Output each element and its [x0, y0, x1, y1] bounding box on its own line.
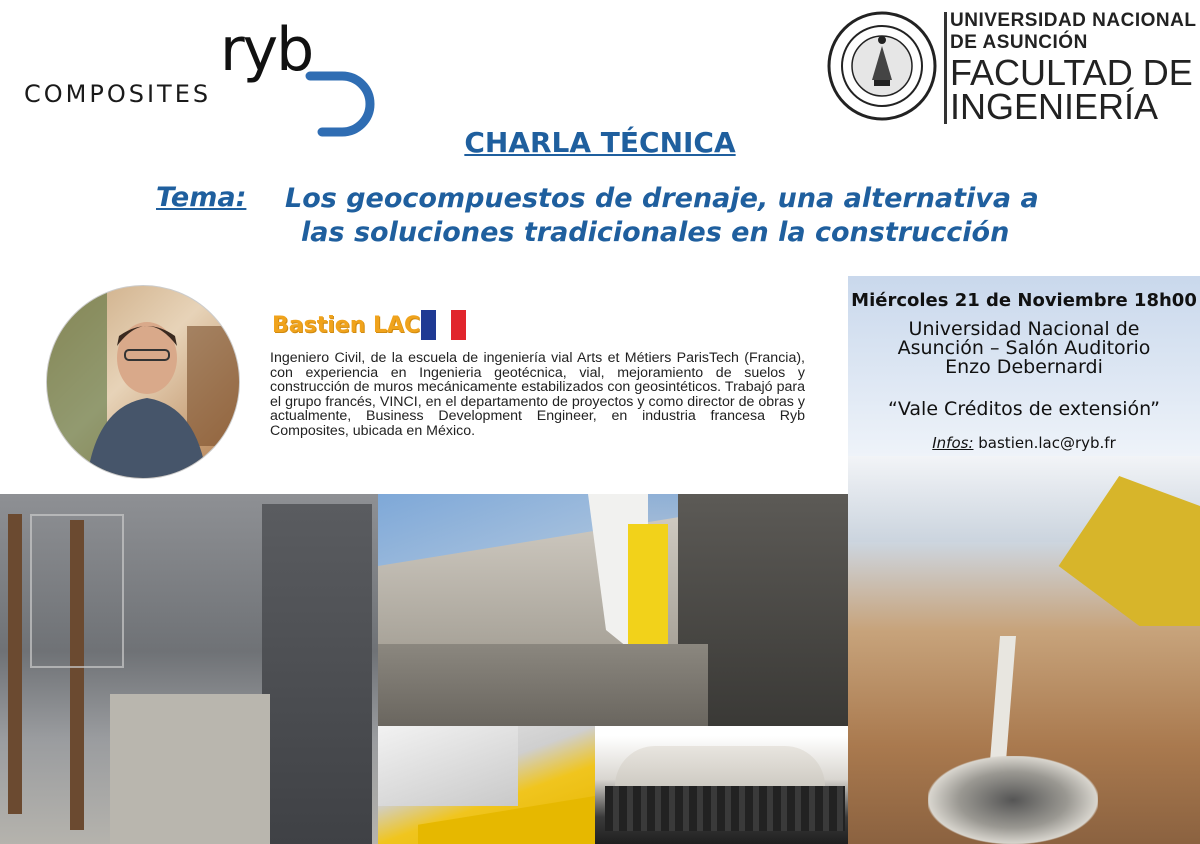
contact-email[interactable]: bastien.lac@ryb.fr — [978, 434, 1116, 452]
event-venue-line2: Asunción – Salón Auditorio — [897, 337, 1151, 359]
una-logo-line2: DE ASUNCIÓN — [950, 32, 1088, 53]
flag-stripe-blue — [421, 310, 436, 340]
flag-stripe-white — [436, 310, 451, 340]
photo-excavator-trench — [848, 456, 1200, 844]
una-logo-line3: FACULTAD DE — [950, 52, 1193, 93]
event-contact — [848, 434, 1200, 452]
ryb-logo-tagline: COMPOSITES — [24, 80, 212, 108]
photo-basement-wall-drainage — [0, 494, 378, 844]
tema-label: Tema: — [156, 182, 247, 213]
event-venue — [848, 320, 1200, 377]
event-venue-line1: Universidad Nacional de — [908, 318, 1140, 340]
ryb-logo-word: ryb — [220, 15, 313, 85]
una-logo-line4: INGENIERÍA — [950, 86, 1159, 127]
event-credits: “Vale Créditos de extensión” — [888, 398, 1160, 420]
speaker-name: Bastien LAC — [272, 313, 421, 338]
page-title: CHARLA TÉCNICA — [464, 126, 736, 159]
ryb-composites-logo — [20, 15, 380, 133]
una-logo-line1: UNIVERSIDAD NACIONAL — [950, 10, 1197, 31]
logo-divider — [944, 12, 947, 124]
university-seal-icon — [826, 10, 938, 122]
event-venue-line3: Enzo Debernardi — [945, 356, 1103, 378]
photo-geocomposite-sample-black — [595, 736, 848, 844]
tema-text — [285, 182, 1075, 250]
photo-geocomposite-sample-yellow — [378, 726, 595, 844]
event-info-panel — [848, 276, 1200, 456]
flag-stripe-red — [451, 310, 466, 340]
speaker-bio: Ingeniero Civil, de la escuela de ingeniería vial Arts et Métiers ParisTech (Francia), con experiencia en Ingenieria geotécnica, vial, mejoramiento de suelos y construcción de muros mecánicamente estabilizados con geosintéticos. Trabajó para el grupo francés, VINCI, en el departamento de proyectos y como director de obras y actualmente, Business Development Engineer, en industria francesa Ryb Composites, ubicada en México. — [270, 350, 805, 439]
tema-line2: las soluciones tradicionales en la construcción — [301, 217, 1010, 248]
speaker-avatar — [46, 285, 240, 479]
speaker-portrait-icon — [47, 286, 239, 478]
una-facultad-logo — [826, 6, 1196, 130]
photo-retaining-wall — [378, 494, 848, 726]
infos-label: Infos: — [932, 434, 974, 452]
tema-line1: Los geocompuestos de drenaje, una alternativa a — [285, 183, 1039, 214]
france-flag-icon — [421, 310, 466, 340]
event-date: Miércoles 21 de Noviembre 18h00 — [851, 290, 1197, 311]
